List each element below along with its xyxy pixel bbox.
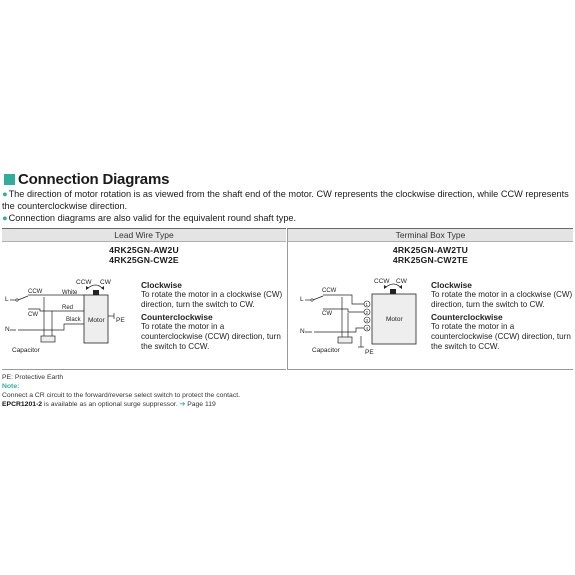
terminal-label: 1 [365,302,369,307]
pe-label: PE [365,349,374,356]
terminal-label: 4 [365,326,369,331]
cw-label: CW [396,278,407,285]
cw-description: To rotate the motor in a clockwise (CW) direction, turn the switch to CW. [141,290,283,310]
cw-switch-label: CW [322,311,332,317]
panel-divider [288,369,573,370]
black-label: Black [66,317,81,323]
terminal-box-diagram [290,273,430,373]
motor-shaft-icon [390,289,396,294]
red-wire [28,309,84,311]
bullet-list [2,189,574,224]
model-names [2,245,286,265]
cw-switch-label: CW [28,312,38,318]
model-name: 4RK25GN-CW2E [109,255,179,265]
motor-label: Motor [386,316,403,323]
switch-contact-icon [311,299,313,301]
terminal-box-panel [287,228,573,370]
n-label: N [5,326,10,333]
arrow-head-icon [101,286,104,290]
ccw-switch-label: CCW [322,288,337,294]
arrow-right-icon: ➔ [179,401,186,408]
panel-divider [2,369,286,370]
model-name: 4RK25GN-AW2U [109,245,179,255]
switch-lever-icon [18,296,28,300]
panel-header: Lead Wire Type [2,229,286,242]
bullet-item: ●The direction of motor rotation is as viewed from the shaft end of the motor. CW represents the clockwise direction, while CCW represents the counterclockwise direction. [2,189,569,211]
bullet-dot-icon: ● [2,189,8,199]
section-title: Connection Diagrams [18,171,170,188]
suppressor-model: EPCR1201-2 [2,401,43,408]
capacitor-icon [338,337,352,343]
suppressor-text: is available as an optional surge suppressor. [42,401,178,408]
white-label: White [62,290,78,296]
rotation-description [431,280,573,352]
section-heading [4,171,169,188]
arrow-head-icon [399,285,402,289]
ccw-wire [323,295,364,304]
ccw-label: CCW [76,279,92,286]
bullet-item: ●Connection diagrams are also valid for the equivalent round shaft type. [2,212,297,223]
note-text: Connect a CR circuit to the forward/reverse select switch to protect the contact. [2,392,240,399]
l-label: L [5,296,9,303]
arrow-head-icon [86,286,89,290]
rotation-description [141,280,285,352]
model-name: 4RK25GN-AW2TU [392,245,469,255]
model-name: 4RK25GN-CW2TE [392,255,469,265]
switch-contact-icon [16,299,18,301]
ccw-title: Counterclockwise [431,311,503,322]
terminal-label: 2 [365,310,369,315]
panel-header: Terminal Box Type [288,229,573,242]
pe-legend: PE: Protective Earth [2,374,64,381]
cw-title: Clockwise [431,280,472,290]
switch-lever-icon [313,296,323,300]
heading-square-icon [4,174,15,185]
lead-wire-panel [2,228,286,370]
arrow-head-icon [384,285,387,289]
page-reference-link[interactable]: Page 119 [187,401,216,408]
l-label: L [300,296,304,303]
ccw-title: Counterclockwise [141,311,213,322]
ccw-label: CCW [374,278,390,285]
black-wire [10,324,84,330]
bullet-dot-icon: ● [2,212,8,223]
lead-wire-diagram [4,273,144,373]
n-label: N [300,328,305,335]
n-wire [305,328,364,332]
capacitor-icon [41,336,55,342]
pe-label: PE [116,317,125,324]
motor-shaft-icon [93,290,99,295]
ccw-description: To rotate the motor in a counterclockwise (CCW) direction, turn the switch to CCW. [431,321,571,352]
cw-title: Clockwise [141,280,182,290]
cw-description: To rotate the motor in a clockwise (CW) direction, turn the switch to CW. [431,290,573,310]
cw-label: CW [100,279,111,286]
red-label: Red [62,305,74,311]
capacitor-label: Capacitor [12,347,40,354]
note-label: Note: [2,383,20,390]
suppressor-note [2,400,216,409]
ccw-description: To rotate the motor in a counterclockwise (CCW) direction, turn the switch to CCW. [141,321,281,352]
terminal-label: 3 [365,318,369,323]
ccw-switch-label: CCW [28,289,43,295]
capacitor-label: Capacitor [312,347,340,354]
model-names [288,245,573,265]
motor-label: Motor [88,317,105,324]
